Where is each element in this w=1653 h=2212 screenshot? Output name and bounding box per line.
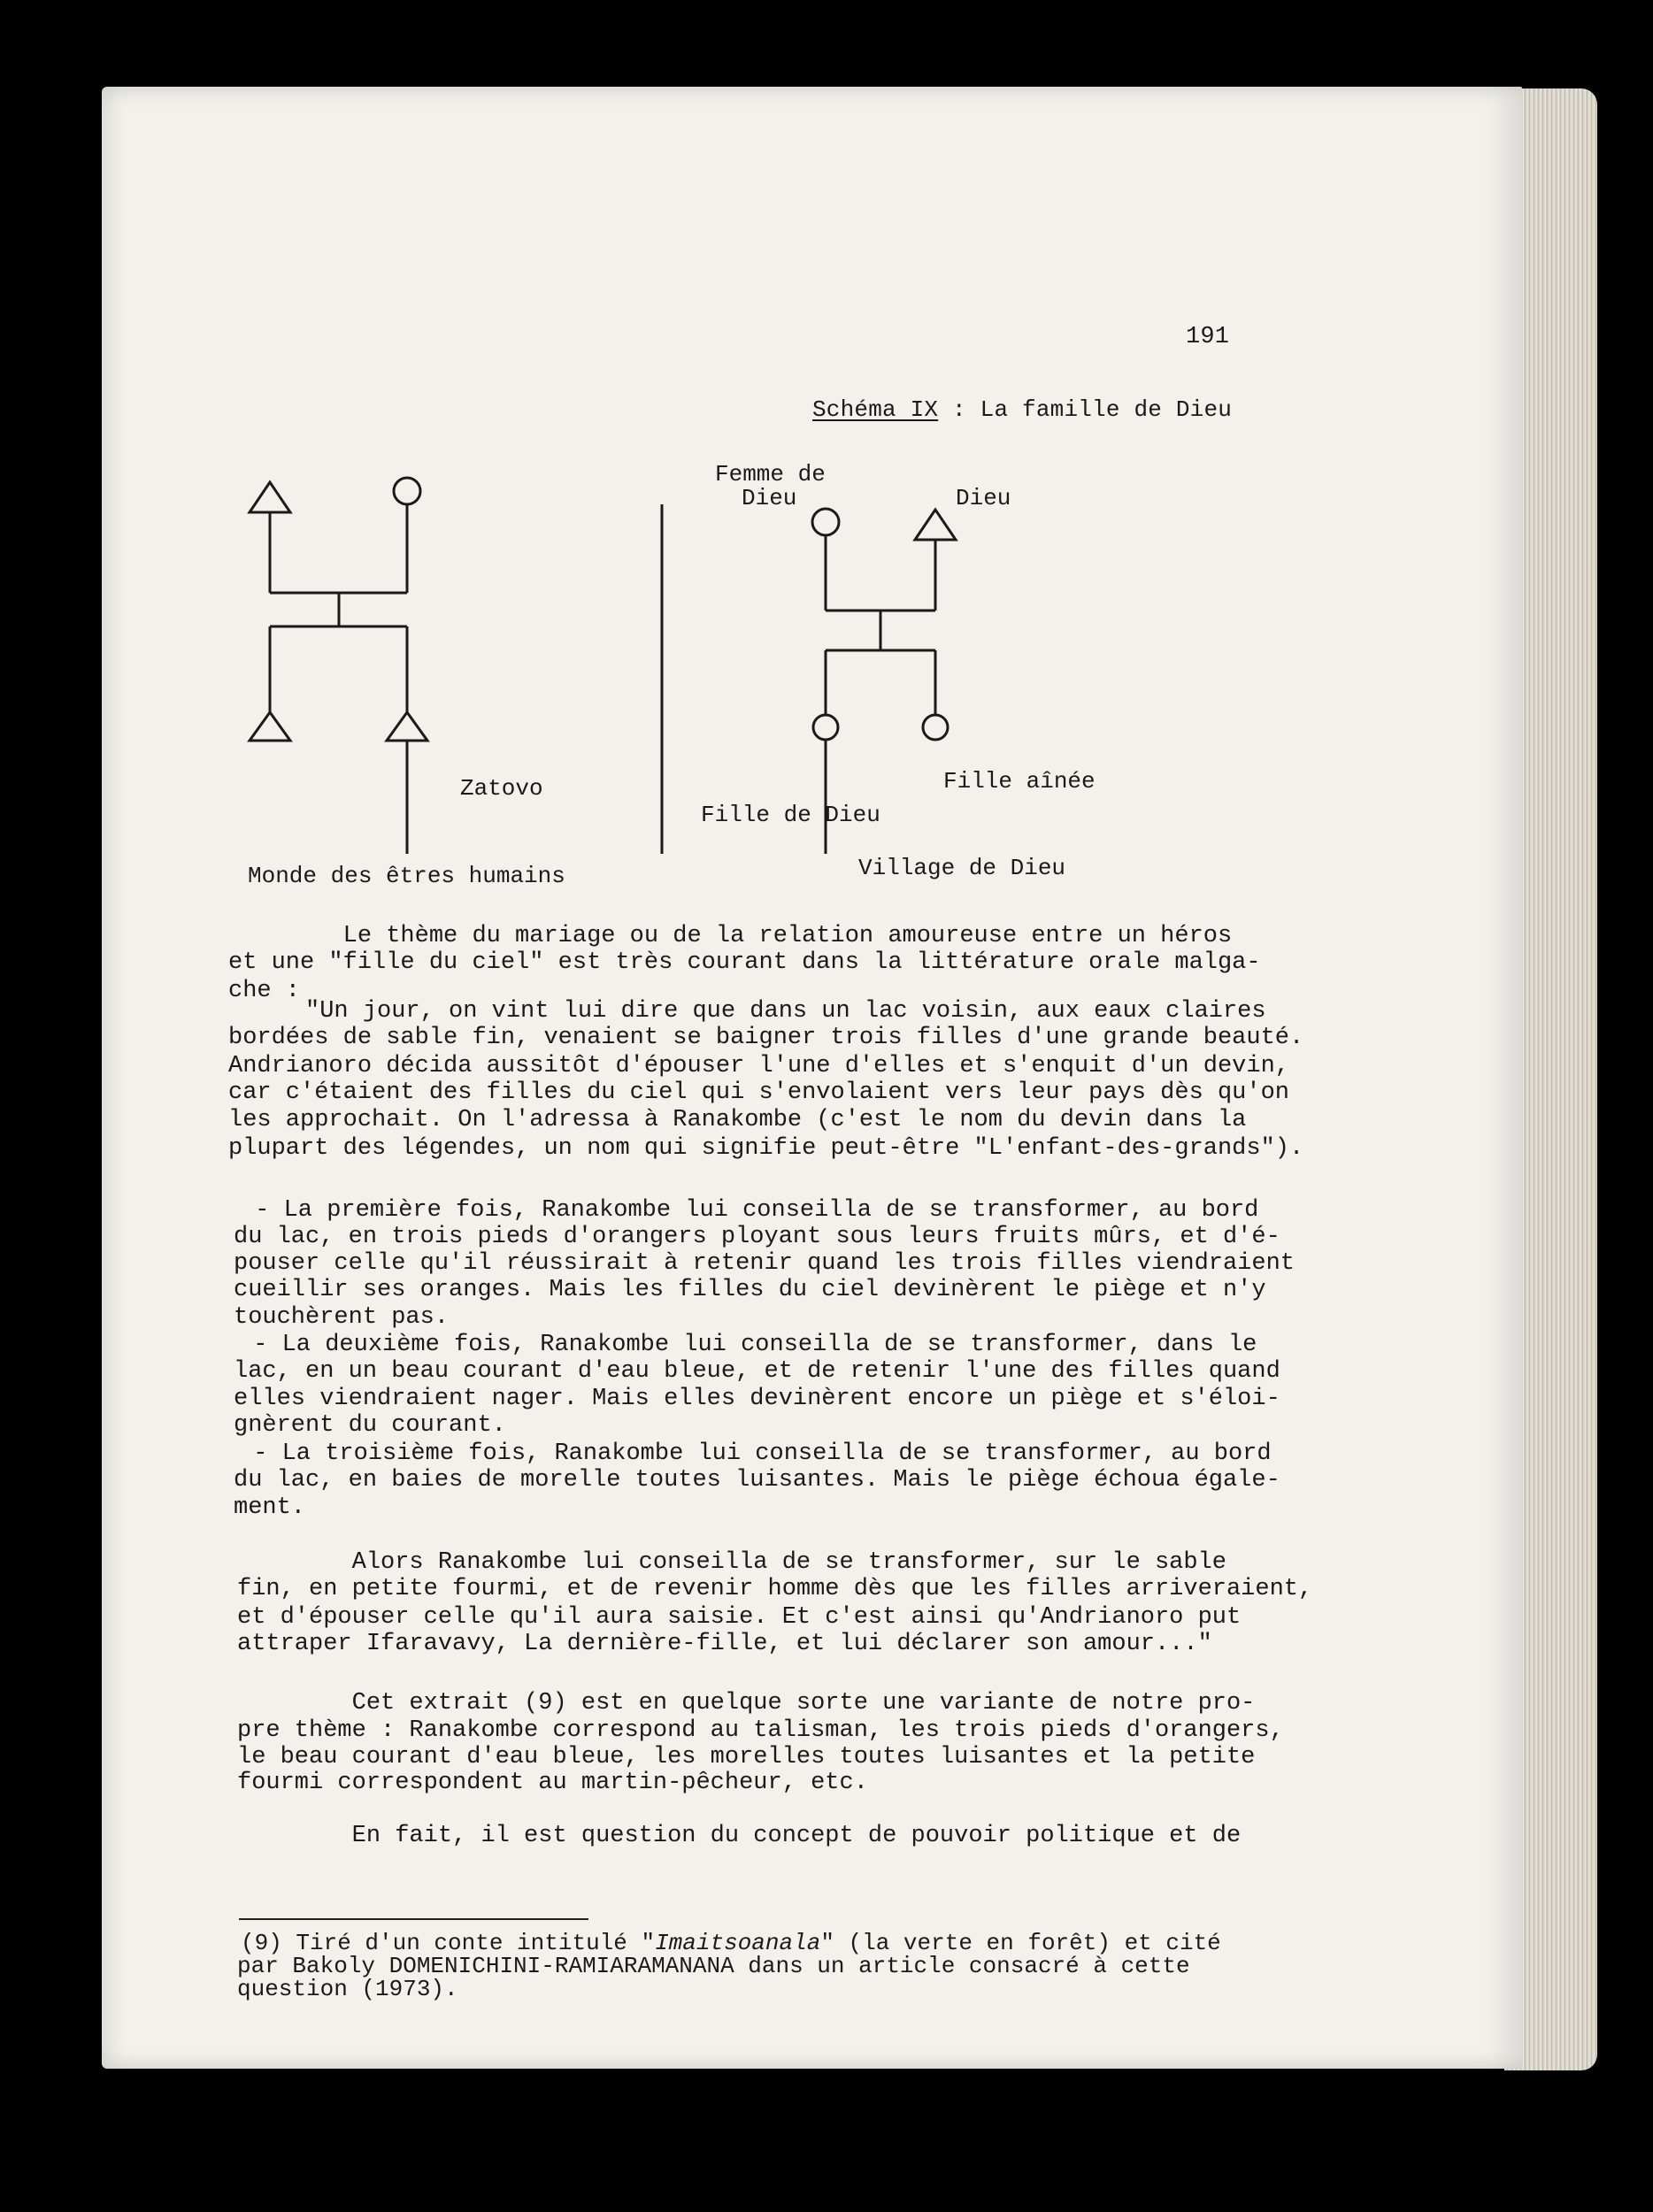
male-symbol-bottom-left [250, 712, 290, 741]
footnote-separator [239, 1918, 588, 1920]
body-line: du lac, en baies de morelle toutes luisantes. Mais le piège échoua égale- [234, 1467, 1280, 1494]
label-zatovo: Zatovo [460, 775, 543, 802]
label-dieu-left: Dieu [742, 485, 797, 511]
body-line: touchèrent pas. [234, 1304, 450, 1331]
body-line: car c'étaient des filles du ciel qui s'envolaient vers leur pays dès qu'on [228, 1079, 1289, 1106]
body-line: les approchait. On l'adressa à Ranakombe (c'est le nom du devin dans la [228, 1107, 1247, 1133]
schema-title-label: Schéma IX [812, 396, 939, 423]
male-symbol-zatovo [387, 712, 427, 741]
footnote-line-3: question (1973). [237, 1976, 458, 2002]
body-line: Andrianoro décida aussitôt d'épouser l'une d'elles et s'enquit d'un devin, [228, 1053, 1289, 1079]
body-line: pouser celle qu'il réussirait à retenir quand les trois filles viendraient [234, 1250, 1295, 1277]
body-line: ment. [234, 1494, 306, 1521]
body-line: du lac, en trois pieds d'orangers ployant sous leurs fruits mûrs, et d'é- [234, 1224, 1280, 1250]
body-line: cueillir ses oranges. Mais les filles du ciel devinèrent le piège et n'y [234, 1277, 1266, 1303]
label-dieu-right: Dieu [956, 485, 1011, 511]
female-symbol-fille-de-dieu [813, 715, 838, 740]
body-line: et d'épouser celle qu'il aura saisie. Et c'est ainsi qu'Andrianoro put [237, 1604, 1242, 1631]
label-fille-ainee: Fille aînée [943, 768, 1096, 795]
body-line: Cet extrait (9) est en quelque sorte une variante de notre pro- [237, 1690, 1256, 1717]
body-line: "Un jour, on vint lui dire que dans un lac voisin, aux eaux claires [234, 998, 1266, 1025]
body-line: fourmi correspondent au martin-pêcheur, etc. [237, 1770, 868, 1796]
footnote-text: (9) Tiré d'un conte intitulé " [241, 1930, 656, 1956]
label-village-de-dieu: Village de Dieu [858, 855, 1066, 881]
body-line: En fait, il est question du concept de pouvoir politique et de [237, 1823, 1242, 1849]
page-number: 191 [1186, 324, 1230, 350]
female-symbol-femme-de-dieu [812, 509, 839, 535]
body-line: - La deuxième fois, Ranakombe lui conseilla de se transformer, dans le [239, 1332, 1257, 1358]
body-line: gnèrent du courant. [234, 1412, 506, 1439]
body-line: - La troisième fois, Ranakombe lui conseilla de se transformer, au bord [239, 1440, 1272, 1467]
female-symbol-fille-ainee [923, 715, 948, 740]
body-line: Le thème du mariage ou de la relation amoureuse entre un héros [228, 923, 1233, 949]
body-line: Alors Ranakombe lui conseilla de se transformer, sur le sable [237, 1549, 1226, 1576]
body-line: le beau courant d'eau bleue, les morelles toutes luisantes et la petite [237, 1744, 1256, 1770]
footnote-title: Imaitsoanala [655, 1930, 821, 1956]
male-symbol-dieu [915, 510, 956, 540]
body-line: fin, en petite fourmi, et de revenir homme dès que les filles arriveraient, [237, 1576, 1313, 1602]
body-line: plupart des légendes, un nom qui signifie peut-être "L'enfant-des-grands"). [228, 1135, 1304, 1162]
kinship-diagram [0, 0, 1653, 911]
body-line: et une "fille du ciel" est très courant dans la littérature orale malga- [228, 949, 1261, 976]
female-symbol-top-left [394, 478, 420, 504]
body-line: bordées de sable fin, venaient se baigner trois filles d'une grande beauté. [228, 1025, 1304, 1051]
body-line: che : [228, 978, 301, 1004]
body-line: elles viendraient nager. Mais elles devinèrent encore un piège et s'éloi- [234, 1386, 1280, 1412]
label-monde-humains: Monde des êtres humains [248, 863, 565, 889]
schema-title-caption: : La famille de Dieu [938, 396, 1233, 423]
footnote-text: " (la verte en forêt) et cité [820, 1930, 1221, 1956]
body-line: attraper Ifaravavy, La dernière-fille, et lui déclarer son amour..." [237, 1631, 1212, 1657]
label-fille-de-dieu: Fille de Dieu [701, 802, 880, 828]
body-line: pre thème : Ranakombe correspond au talisman, les trois pieds d'orangers, [237, 1717, 1284, 1744]
body-line: - La première fois, Ranakombe lui conseilla de se transformer, au bord [241, 1197, 1259, 1224]
footnote-line-1 [241, 1932, 1221, 1955]
body-line: lac, en un beau courant d'eau bleue, et de retenir l'une des filles quand [234, 1358, 1280, 1385]
label-femme-de: Femme de [715, 461, 826, 488]
male-symbol-top-left [250, 482, 290, 512]
footnote-line-2: par Bakoly DOMENICHINI-RAMIARAMANANA dans un article consacré à cette [237, 1953, 1190, 1979]
